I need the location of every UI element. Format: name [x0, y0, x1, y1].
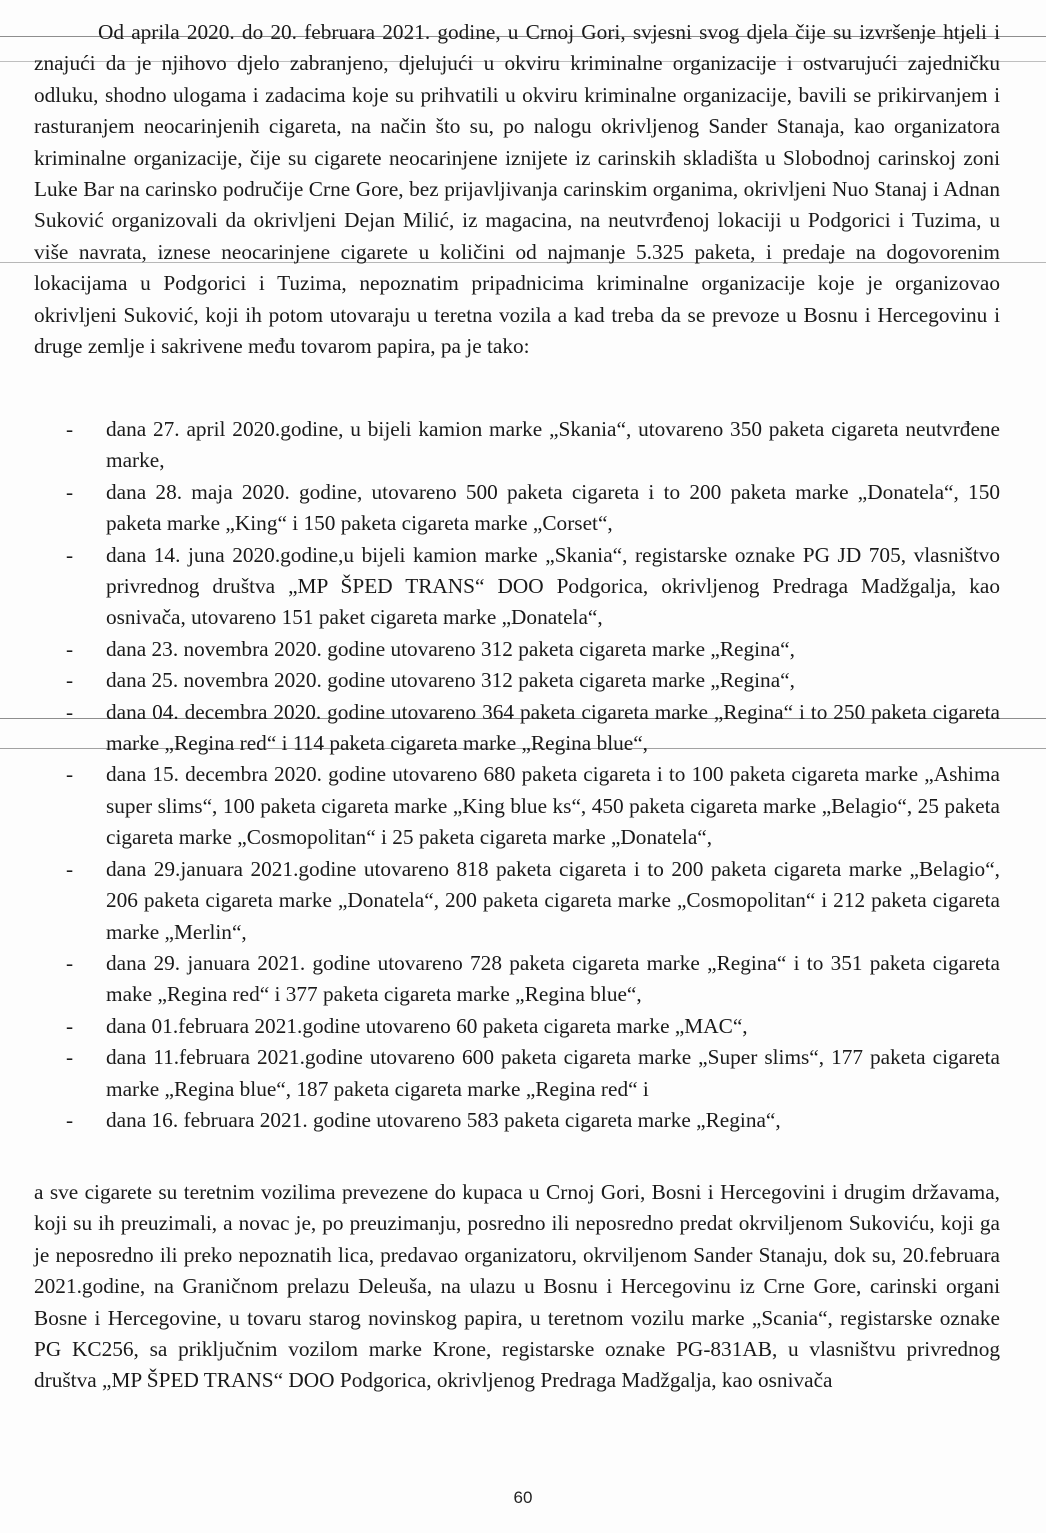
list-item	[66, 414, 1000, 477]
list-item	[66, 854, 1000, 948]
list-dash: -	[66, 1013, 74, 1038]
list-item-text: dana 29.januara 2021.godine utovareno 818 paketa cigareta i to 200 paketa cigareta marke „Belagio“, 206 paketa cigareta marke „Donatela“, 200 paketa cigareta marke „Cosmopolitan“ i 212 paketa cigareta marke „Merlin“,	[106, 856, 1000, 944]
list-dash: -	[66, 636, 74, 661]
list-item-text: dana 11.februara 2021.godine utovareno 600 paketa cigareta marke „Super slims“, 177 paketa cigareta marke „Regina blue“, 187 paketa cigareta marke „Regina red“ i	[106, 1045, 1000, 1101]
list-item-text: dana 27. april 2020.godine, u bijeli kamion marke „Skania“, utovareno 350 paketa cigareta neutvrđene marke,	[106, 417, 1000, 473]
list-item	[66, 1105, 1000, 1136]
list-item	[66, 634, 1000, 665]
list-item	[66, 665, 1000, 696]
list-dash: -	[66, 950, 74, 975]
list-item	[66, 477, 1000, 540]
list-item-text: dana 04. decembra 2020. godine utovareno 364 paketa cigareta marke „Regina“ i to 250 paketa cigareta marke „Regina red“ i 114 paketa cigareta marke „Regina blue“,	[106, 699, 1000, 756]
list-item	[66, 697, 1000, 760]
list-item-text: dana 23. novembra 2020. godine utovareno 312 paketa cigareta marke „Regina“,	[106, 636, 795, 661]
list-item-text: dana 29. januara 2021. godine utovareno 728 paketa cigareta marke „Regina“ i to 351 paketa cigareta make „Regina red“ i 377 paketa cigareta marke „Regina blue“,	[106, 950, 1000, 1007]
list-item-text: dana 16. februara 2021. godine utovareno 583 paketa cigareta marke „Regina“,	[106, 1107, 781, 1132]
intro-paragraph: Od aprila 2020. do 20. februara 2021. godine, u Crnoj Gori, svjesni svog djela čije su izvršenje htjeli i znajući da je njihovo djelo zabranjeno, djelujući u okviru kriminalne organizacije i ostvarujući zajedničku odluku, shodno ulogama i zadacima koje su prihvatili u okviru kriminalne organizacije, bavili se prikirvanjem i rasturanjem neocarinjenih cigareta, na način što su, po nalogu okrivljenog Sander Stanaja, kao organizatora kriminalne organizacije, čije su cigarete neocarinjene iznijete iz carinskih skladišta u Slobodnoj carinskoj zoni Luke Bar na carinsko područije Crne Gore, bez prijavljivanja carinskim organima, okrivljeni Nuo Stanaj i Adnan Suković organizovali da okrivljeni Dejan Milić, iz magacina, na neutvrđenoj lokaciji u Podgorici i Tuzima, u više navrata, iznese neocarinjene cigarete u količini od najmanje 5.325 paketa, i predaje na dogovorenim lokacijama u Podgorici i Tuzima, nepoznatim pripadnicima kriminalne organizacije koje je organizovao okrivljeni Suković, koji ih potom utovaraju u teretna vozila a kad treba da se prevoze u Bosnu i Hercegovinu i druge zemlje i sakrivene među tovarom papira, pa je tako:	[34, 20, 1000, 359]
list-item-text: dana 15. decembra 2020. godine utovareno 680 paketa cigareta i to 100 paketa cigareta marke „Ashima super slims“, 100 paketa cigareta marke „King blue ks“, 450 paketa cigareta marke „Belagio“, 25 paketa cigareta marke „Cosmopolitan“ i 25 paketa cigareta marke „Donatela“,	[106, 762, 1000, 850]
list-item	[66, 1042, 1000, 1105]
list-dash: -	[66, 479, 74, 504]
list-item	[66, 948, 1000, 1011]
list-item-text: dana 01.februara 2021.godine utovareno 60 paketa cigareta marke „MAC“,	[106, 1013, 748, 1038]
list-dash: -	[66, 856, 74, 881]
list-dash: -	[66, 699, 74, 724]
list-dash: -	[66, 542, 74, 567]
list-dash: -	[66, 417, 74, 441]
list-dash: -	[66, 1107, 74, 1132]
list-dash: -	[66, 1045, 74, 1070]
list-item-text: dana 14. juna 2020.godine,u bijeli kamion marke „Skania“, registarske oznake PG JD 705, vlasništvo privrednog društva „MP ŠPED TRANS“ DOO Podgorica, okrivljenog Predraga Madžgalja, kao osnivača, utovareno 151 paket cigareta marke „Donatela“,	[106, 542, 1000, 630]
closing-paragraph: a sve cigarete su teretnim vozilima prevezene do kupaca u Crnoj Gori, Bosni i Hercegovini i drugim državama, koji su ih preuzimali, a novac je, po preuzimanju, posredno ili neposredno predat okrviljenom Sukoviću, koji ga je neposredno ili preko nepoznatih lica, predavao organizatoru, okrviljenom Sander Stanaju, dok su, 20.februara 2021.godine, na Graničnom prelazu Deleuša, na ulazu u Bosnu i Hercegovinu iz Crne Gore, carinski organi Bosne i Hercegovine, u tovaru starog novinskog papira, u teretnom vozilu marke „Scania“, registarske oznake PG KC256, sa priključnim vozilom marke Krone, registarske oznake PG-831AB, u vlasništvu privrednog društva „MP ŠPED TRANS“ DOO Podgorica, okrivljenog Predraga Madžgalja, kao osnivača	[34, 1180, 1000, 1393]
list-item	[66, 759, 1000, 853]
list-item	[66, 540, 1000, 634]
list-dash: -	[66, 762, 74, 787]
list-item-text: dana 28. maja 2020. godine, utovareno 500 paketa cigareta i to 200 paketa marke „Donatela“, 150 paketa marke „King“ i 150 paketa cigareta marke „Corset“,	[106, 479, 1000, 536]
shipment-list	[66, 414, 1000, 1136]
list-dash: -	[66, 668, 74, 693]
list-item-text: dana 25. novembra 2020. godine utovareno 312 paketa cigareta marke „Regina“,	[106, 668, 795, 693]
page-number: 60	[513, 1488, 533, 1507]
list-item	[66, 1011, 1000, 1042]
